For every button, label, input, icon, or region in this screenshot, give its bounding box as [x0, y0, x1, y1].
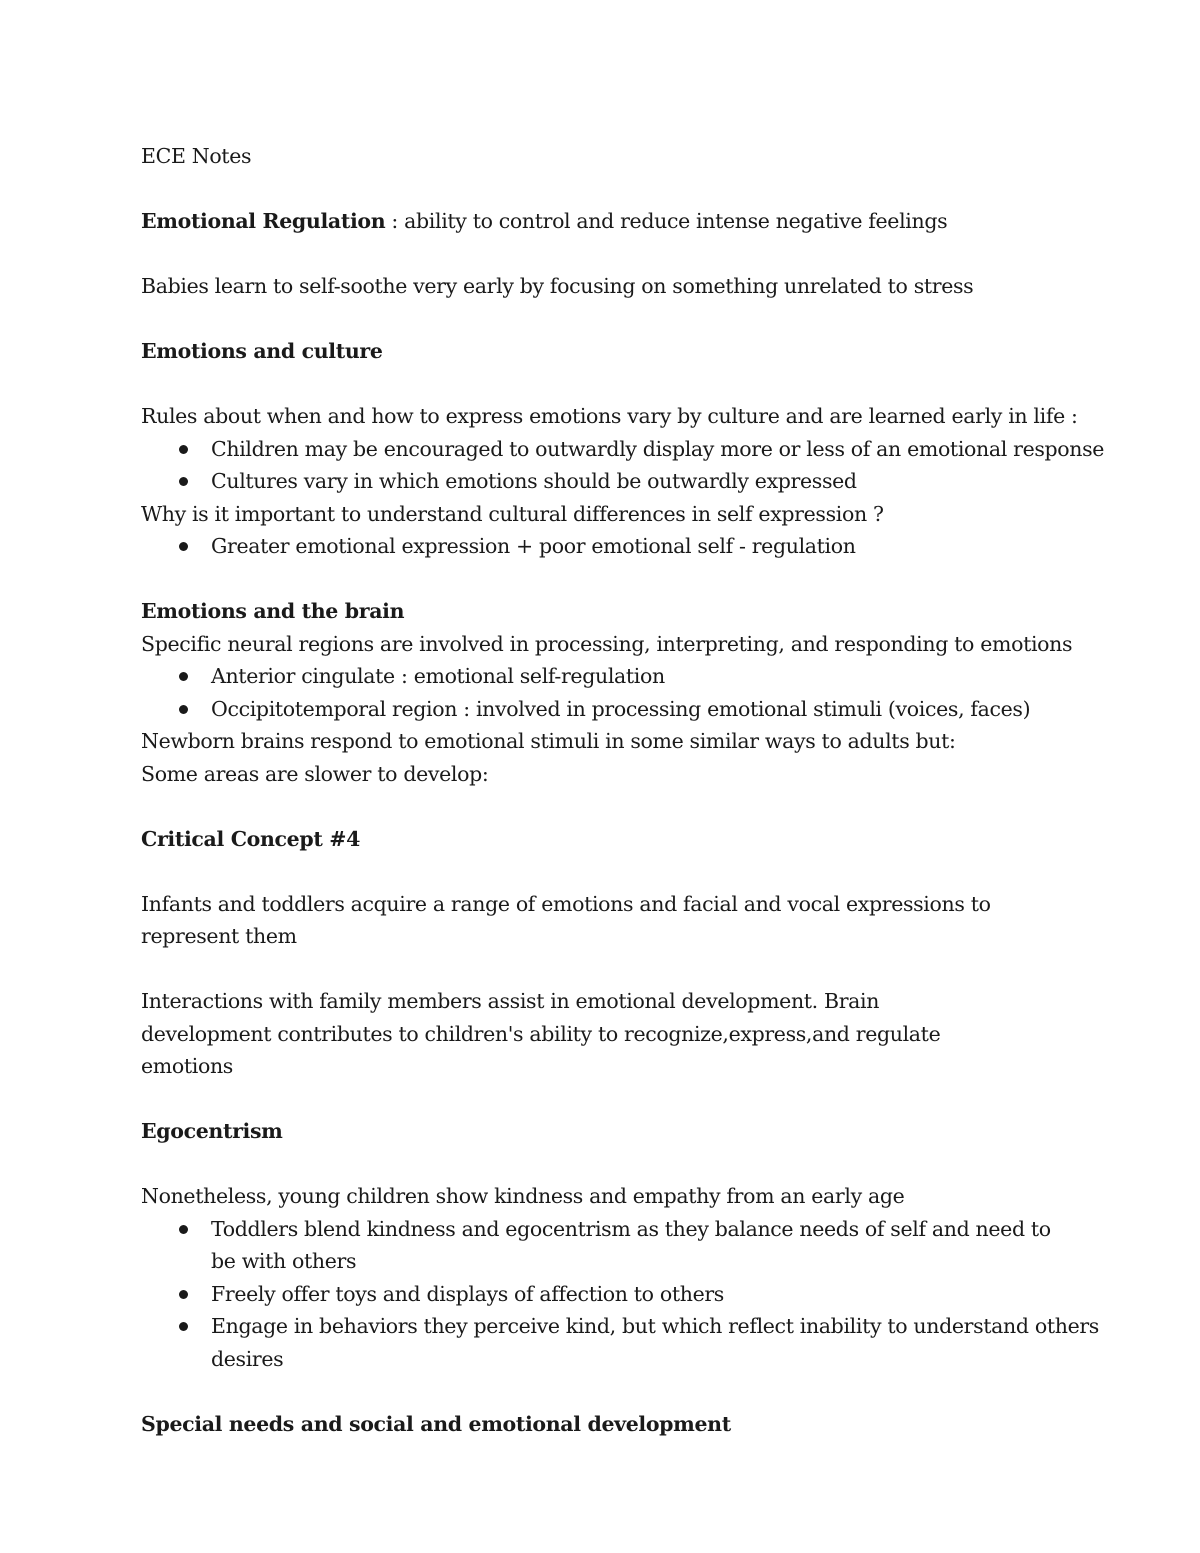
- egocentrism-bullet-list: [141, 1213, 1099, 1376]
- egocentrism-heading: Egocentrism: [141, 1119, 283, 1143]
- culture-question-text: Why is it important to understand cultural differences in self expression ?: [141, 501, 884, 526]
- culture-bullet-list: [141, 433, 1105, 498]
- bullet-icon: [179, 542, 188, 551]
- spacer: [141, 1148, 1061, 1181]
- bullet-icon: [179, 1322, 188, 1331]
- bullet-icon: [179, 705, 188, 714]
- spacer: [141, 563, 1061, 596]
- emotions-brain-heading: Emotions and the brain: [141, 599, 405, 623]
- emotional-regulation-text: : ability to control and reduce intense negative feelings: [385, 209, 948, 233]
- brain-intro-text: Specific neural regions are involved in processing, interpreting, and responding to emotions: [141, 631, 1073, 656]
- document-title: ECE Notes: [141, 144, 252, 168]
- list-item-text: Toddlers blend kindness and egocentrism as they balance needs of self and need to be with others: [211, 1216, 1051, 1273]
- spacer: [141, 368, 1061, 401]
- list-item-text: Greater emotional expression + poor emotional self - regulation: [211, 534, 856, 558]
- newborn-brains-text: Newborn brains respond to emotional stimuli in some similar ways to adults but:: [141, 729, 956, 753]
- culture-intro-text: Rules about when and how to express emotions vary by culture and are learned early in life :: [141, 404, 1078, 428]
- spacer: [141, 855, 1061, 888]
- spacer: [141, 173, 1061, 206]
- list-item: [141, 530, 1061, 563]
- list-item: [141, 1213, 1051, 1278]
- list-item: [141, 693, 1061, 726]
- list-item: [141, 433, 1105, 466]
- critical-concept-paragraph-1: Infants and toddlers acquire a range of emotions and facial and vocal expressions to represent them: [141, 891, 991, 948]
- list-item-text: Anterior cingulate : emotional self-regulation: [211, 664, 665, 688]
- spacer: [141, 238, 1061, 271]
- spacer: [141, 953, 1061, 986]
- list-item-text: Cultures vary in which emotions should be outwardly expressed: [211, 469, 857, 493]
- critical-concept-paragraph-2: Interactions with family members assist in emotional development. Brain development contributes to children's ability to recognize,express,and regulate emotions: [141, 989, 941, 1078]
- spacer: [141, 790, 1061, 823]
- brain-bullet-list: [141, 660, 1061, 725]
- emotional-regulation-definition: [141, 205, 1061, 238]
- bullet-icon: [179, 445, 188, 454]
- spacer: [141, 1375, 1061, 1408]
- list-item: [141, 1310, 1111, 1375]
- list-item: [141, 1278, 1061, 1311]
- bullet-icon: [179, 477, 188, 486]
- critical-concept-heading: Critical Concept #4: [141, 826, 361, 851]
- list-item-text: Children may be encouraged to outwardly display more or less of an emotional response: [211, 436, 1105, 461]
- emotional-regulation-term: Emotional Regulation: [141, 209, 386, 233]
- list-item-text: Engage in behaviors they perceive kind, but which reflect inability to understand others desires: [211, 1314, 1099, 1371]
- egocentrism-intro-text: Nonetheless, young children show kindness and empathy from an early age: [141, 1184, 905, 1208]
- list-item-text: Freely offer toys and displays of affection to others: [211, 1281, 724, 1306]
- emotions-culture-heading: Emotions and culture: [141, 339, 383, 363]
- culture-question-bullet-list: [141, 530, 1061, 563]
- spacer: [141, 1083, 1061, 1116]
- document-page: [141, 140, 1105, 1440]
- bullet-icon: [179, 672, 188, 681]
- spacer: [141, 303, 1061, 336]
- list-item-text: Occipitotemporal region : involved in processing emotional stimuli (voices, faces): [211, 696, 1031, 721]
- special-needs-heading: Special needs and social and emotional development: [141, 1411, 731, 1436]
- list-item: [141, 465, 1061, 498]
- bullet-icon: [179, 1225, 188, 1234]
- list-item: [141, 660, 1061, 693]
- bullet-icon: [179, 1290, 188, 1299]
- babies-self-soothe-text: Babies learn to self-soothe very early by focusing on something unrelated to stress: [141, 274, 974, 298]
- slower-areas-text: Some areas are slower to develop:: [141, 761, 489, 786]
